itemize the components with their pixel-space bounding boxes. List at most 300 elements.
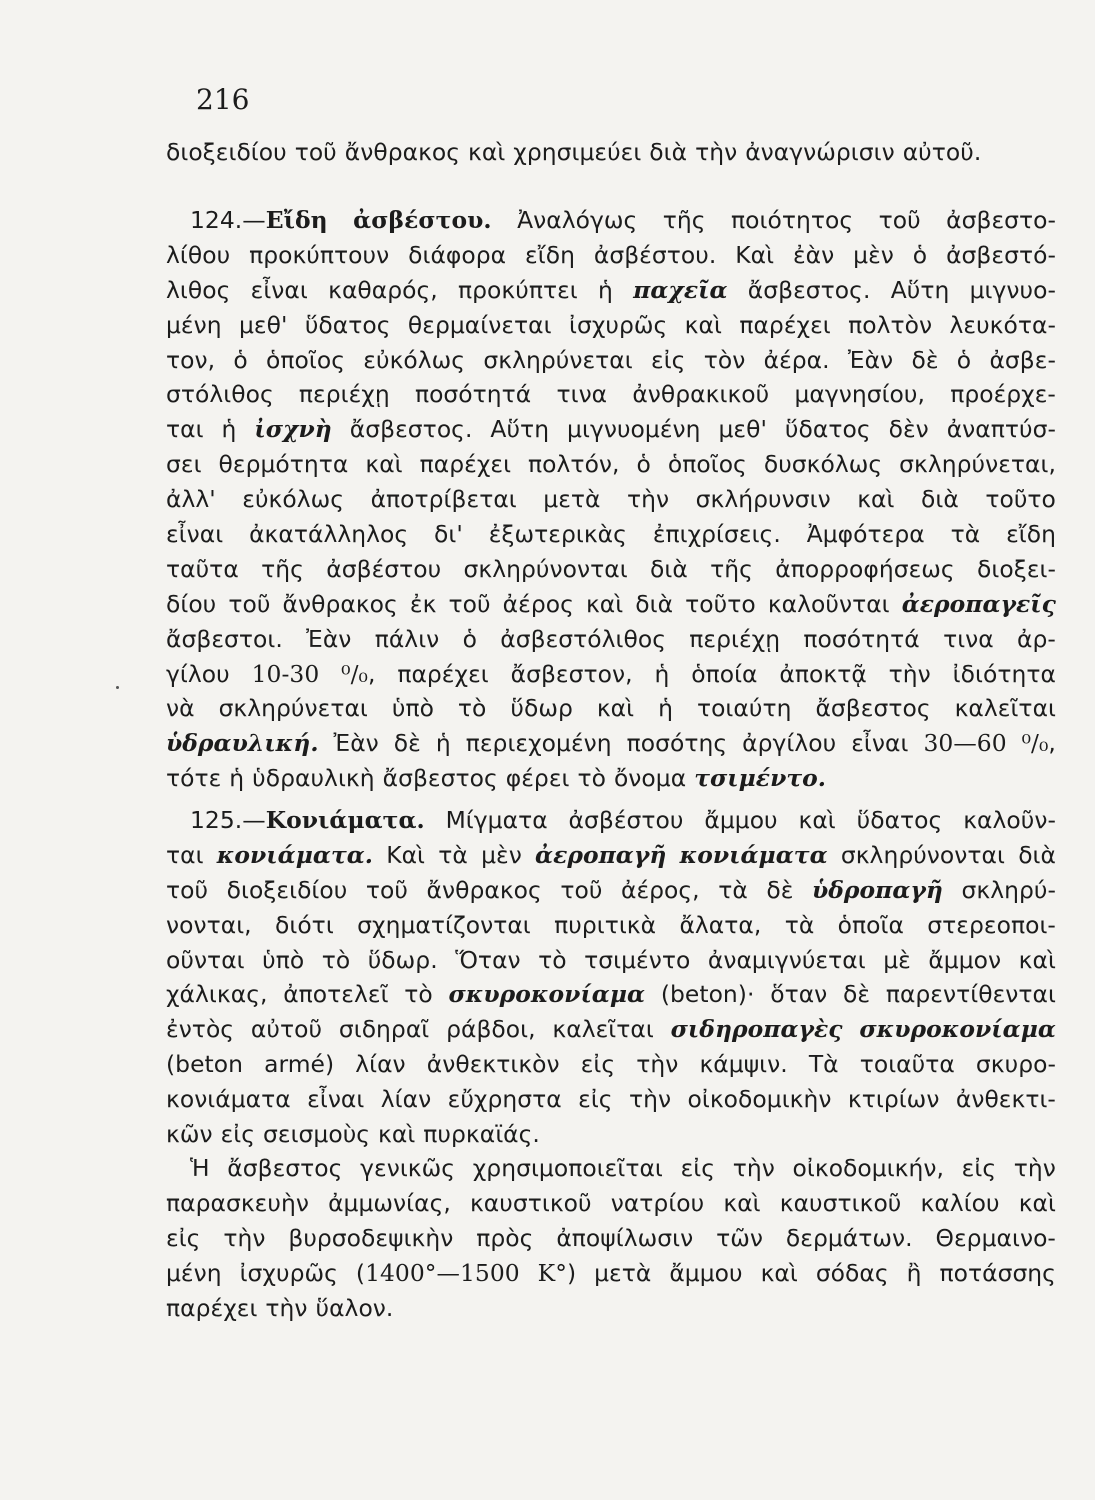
text-segment: μιγνυομένη [567, 415, 701, 444]
text-line [166, 1151, 1056, 1186]
text-segment: χρησιμοποιεῖται [472, 1154, 663, 1182]
text-segment: ποιότητος [731, 206, 854, 234]
text-segment: ἀέρος [502, 589, 574, 618]
emphasized-term: σιδηροπαγὲς [670, 1015, 843, 1044]
text-segment: μένη [166, 1258, 222, 1287]
text-segment: τοιαύτη [696, 694, 792, 723]
text-segment: τὰ [438, 840, 468, 869]
text-segment: καὶ [857, 485, 895, 514]
emphasized-term: ὑδραυλική. [166, 729, 319, 758]
text-segment: 1400°—1500 [365, 1258, 520, 1287]
text-segment: προέρχε- [950, 380, 1056, 409]
text-segment: παρέχει [419, 450, 512, 479]
text-segment: ὁ [636, 450, 651, 479]
text-segment: ἄσβεστοι. [166, 624, 283, 653]
text-segment: 124.— [190, 206, 266, 234]
text-segment: ὕδατος [784, 415, 871, 444]
text-segment: ποσότης [626, 729, 728, 758]
section-heading: Εἴδη [265, 206, 328, 234]
text-segment: γενικῶς [360, 1154, 456, 1182]
text-segment: 10-30 [251, 659, 320, 688]
text-segment: σιδηραῖ [338, 1015, 430, 1044]
text-segment: Ὅταν [455, 945, 521, 974]
text-segment: λίαν [355, 1050, 406, 1079]
text-segment: δίου [166, 589, 217, 618]
text-segment: ὕδατος [856, 806, 943, 834]
text-segment: διὰ [635, 589, 674, 618]
text-segment: πρὸς [476, 1223, 534, 1252]
text-segment: ἀνθεκτι- [955, 1085, 1056, 1114]
text-segment: πολτὸν [848, 310, 933, 339]
text-segment: ἀσβέστου [568, 806, 684, 834]
text-segment: ἀποψίλωσιν [556, 1223, 694, 1252]
emphasized-term: ὑδροπαγῆ [811, 875, 943, 904]
text-segment: ⁰/₀ [341, 659, 368, 688]
text-segment: K° [537, 1258, 567, 1287]
text-segment: τὴν [1013, 1154, 1056, 1182]
text-segment: διοξει- [977, 554, 1056, 583]
text-segment: μεθ' [718, 415, 767, 444]
text-line [166, 1047, 1056, 1082]
text-line [166, 517, 1056, 552]
emphasized-term: ἀεροπαγῆ [535, 840, 667, 869]
text-segment: τὸ [538, 945, 567, 974]
text-line [166, 1256, 1056, 1291]
text-segment: Ἐὰν [847, 345, 894, 374]
text-segment: τινα [943, 624, 994, 653]
text-segment: ⁰/₀ [1021, 729, 1049, 758]
text-line [166, 1291, 1056, 1326]
text-segment: τοῦ [878, 206, 921, 234]
text-segment: διὰ [650, 554, 688, 583]
text-segment: εἰς [580, 1050, 616, 1079]
emphasized-term: σκυροκονίαμα [448, 980, 646, 1009]
text-segment: ἀλλ' [166, 485, 216, 514]
text-segment: σόδας [815, 1258, 889, 1287]
text-segment: εὐκόλως [363, 345, 466, 374]
text-segment: ὕδωρ. [367, 945, 438, 974]
text-segment: καυστικοῦ [779, 1188, 902, 1217]
text-segment: νονται, [166, 910, 252, 939]
text-segment: ὅταν [770, 980, 828, 1009]
text-segment: τοῦ [166, 875, 209, 904]
text-segment: σκληρύνονται [463, 554, 628, 583]
text-segment: ( [355, 1258, 366, 1287]
section-heading: ἀσβέστου. [353, 206, 492, 234]
text-line [166, 1012, 1056, 1047]
text-segment: ἀποτελεῖ [283, 980, 389, 1009]
text-segment: περιεχομένη [465, 729, 612, 758]
text-segment: εἰς [578, 1085, 613, 1114]
text-segment: Καὶ [735, 240, 775, 269]
text-segment: τῆς [662, 206, 706, 234]
text-segment: σκληρύνεται [218, 694, 368, 723]
text-segment: τὰ [718, 875, 748, 904]
text-segment: σκληρύνεται, [899, 450, 1056, 479]
text-segment: μὲ [883, 945, 911, 974]
text-segment: τὴν [636, 1050, 679, 1079]
emphasized-term: σκυροκονίαμα [859, 1015, 1056, 1044]
text-segment: ἄνθρακος [282, 589, 398, 618]
text-segment: καλεῖται [552, 1015, 654, 1044]
text-segment: ὕδατος [304, 310, 391, 339]
text-segment: μετὰ [594, 1258, 652, 1287]
text-line [166, 238, 1056, 273]
text-segment: τὴν [627, 485, 670, 514]
text-segment: θερμότητα [218, 450, 349, 479]
text-segment: ποσότητά [803, 624, 920, 653]
text-line [166, 622, 1056, 657]
text-segment: ὁ [233, 345, 248, 374]
emphasized-term: τσιμέντο. [694, 764, 826, 793]
text-segment: καὶ [365, 450, 403, 479]
text-segment: τοῦτο [685, 589, 756, 618]
text-segment: ἡ [658, 694, 673, 723]
text-segment: ἄσβεστος. [349, 415, 473, 444]
text-segment: διοξειδίου [226, 875, 348, 904]
text-segment: εἰς [166, 1223, 201, 1252]
text-line [166, 838, 1056, 873]
text-segment: δὲ [766, 875, 794, 904]
text-segment: ὑπὸ [262, 945, 305, 974]
text-segment: Καὶ [386, 840, 426, 869]
text-line [166, 135, 1056, 170]
text-segment: τῶν [716, 1223, 764, 1252]
text-segment: στόλιθος [166, 380, 274, 409]
text-segment: ἡ [221, 415, 237, 444]
text-segment: Ἀναλόγως [517, 206, 638, 234]
text-segment: πάλιν [374, 624, 440, 653]
text-segment: ἀσβε- [989, 345, 1056, 374]
text-segment: χάλικας, [166, 980, 268, 1009]
text-segment: ὁποῖα [837, 910, 904, 939]
text-segment: περιέχῃ [689, 624, 781, 653]
text-segment: τοῦτο [985, 485, 1056, 514]
text-segment: δι' [434, 520, 463, 549]
text-segment: ἄνθρακος [426, 875, 542, 904]
text-segment: Ἀμφότερα [806, 520, 925, 549]
text-segment: ἀσβέστου. [593, 240, 717, 269]
text-segment: μὲν [481, 840, 522, 869]
text-line [166, 1117, 1056, 1152]
text-segment: στερεοποι- [927, 910, 1056, 939]
text-segment: καυστικοῦ [469, 1188, 592, 1217]
text-segment: τινα [556, 380, 608, 409]
text-segment: ἢ [906, 1258, 922, 1287]
text-segment: δὲ [393, 729, 421, 758]
emphasized-term: κονιάματα. [216, 840, 373, 869]
text-segment: αὐτοῦ [250, 1015, 323, 1044]
text-segment: ἀνθεκτικὸν [426, 1050, 560, 1079]
text-segment: ὁ [956, 345, 972, 374]
text-line [166, 447, 1056, 482]
text-segment: μένη [166, 310, 222, 339]
text-segment: καὶ [1018, 1188, 1056, 1217]
text-segment: λιθος [166, 275, 231, 304]
text-segment: νατρίου [610, 1188, 705, 1217]
text-line [166, 343, 1056, 378]
text-segment: ἄσβεστος [227, 1154, 343, 1182]
paragraph-intro [166, 135, 1056, 170]
text-line [166, 691, 1056, 726]
text-segment: ὕδωρ [510, 694, 573, 723]
text-segment: τὸ [457, 694, 487, 723]
text-segment: θερμαίνεται [407, 310, 552, 339]
text-segment: τὸν [703, 345, 746, 374]
text-line [166, 1186, 1056, 1221]
text-segment: τὰ [784, 910, 815, 939]
text-segment: καὶ [684, 310, 722, 339]
text-segment: ἐκ [409, 589, 437, 618]
text-segment: ταῦτα [166, 554, 239, 583]
print-speck-mark [116, 686, 119, 689]
text-segment: νὰ [166, 694, 195, 723]
text-segment: πυριτικὰ [554, 910, 657, 939]
text-segment: τὴν [628, 1085, 672, 1114]
text-segment: τῆς [710, 554, 753, 583]
text-segment: δυσκόλως [763, 450, 883, 479]
text-segment: σκλήρυνσιν [695, 485, 831, 514]
text-segment: τὰ [950, 520, 981, 549]
text-line [166, 1082, 1056, 1117]
text-line [166, 873, 1056, 908]
section-heading: Κονιάματα. [265, 806, 425, 834]
text-segment: ἄμμου [704, 806, 778, 834]
text-segment: ἄσβεστος. [747, 275, 871, 304]
text-segment: τότε ἡ ὑδραυλικὴ ἄσβεστος φέρει τὸ ὄνομα [166, 764, 695, 793]
text-segment: εἶναι [250, 275, 308, 304]
emphasized-term: ἰσχνὴ [254, 415, 332, 444]
text-segment: σκυρο- [975, 1050, 1056, 1079]
text-line [166, 273, 1056, 308]
text-segment: ἀνθρακικοῦ [632, 380, 770, 409]
text-segment: τὸ [404, 980, 433, 1009]
text-segment: Ἐὰν [333, 729, 379, 758]
text-segment: πολτόν, [528, 450, 620, 479]
text-segment: 125.— [190, 806, 266, 834]
text-segment: Μίγματα [445, 806, 548, 834]
text-segment: οἰκοδομικήν, [792, 1154, 944, 1182]
text-segment: , [1048, 729, 1056, 758]
text-line [166, 203, 1056, 238]
text-segment: ἐξωτερικὰς [488, 520, 627, 549]
text-segment: καλίου [920, 1188, 1000, 1217]
text-segment: εἰς [651, 345, 686, 374]
text-segment: δὲ [911, 345, 939, 374]
text-segment: οῦνται [166, 945, 245, 974]
text-segment: μετὰ [543, 485, 601, 514]
text-segment: καθαρός, [328, 275, 438, 304]
text-segment: ἀσβεστόλιθος [500, 624, 666, 653]
text-segment: τοῦ [365, 875, 408, 904]
text-segment: προκύπτουν [249, 240, 390, 269]
text-segment: καλοῦνται [767, 589, 890, 618]
text-segment: τοῦ [448, 589, 491, 618]
text-segment: εὔχρηστα [447, 1085, 562, 1114]
text-segment: ἐπιχρίσεις. [652, 520, 781, 549]
text-segment: armé) [264, 1050, 335, 1079]
text-segment: Θερμαινο- [935, 1223, 1056, 1252]
text-line [166, 587, 1056, 622]
text-line [166, 908, 1056, 943]
text-line [166, 943, 1056, 978]
text-segment: τοιαῦτα [859, 1050, 955, 1079]
text-segment: Αὕτη [490, 415, 550, 444]
text-segment: οἰκοδομικὴν [687, 1085, 832, 1114]
text-segment: μεθ' [239, 310, 288, 339]
text-segment: εἶναι [307, 1085, 365, 1114]
text-segment: ἰσχυρῶς [568, 310, 668, 339]
text-segment: καὶ [723, 1188, 761, 1217]
text-segment: ἀναπτύσ- [946, 415, 1056, 444]
text-segment: λευκότα- [949, 310, 1056, 339]
text-segment: ποσότητά [414, 380, 532, 409]
text-segment: σει [166, 450, 202, 479]
text-segment: ἄλατα, [679, 910, 762, 939]
text-segment: λίαν [380, 1085, 432, 1114]
text-segment: τοῦ [228, 589, 271, 618]
text-segment: καὶ [798, 806, 836, 834]
text-segment: εἶναι [166, 520, 224, 549]
text-segment: σκληρύ- [961, 875, 1056, 904]
text-segment: τσιμέντο [584, 945, 691, 974]
text-segment: ται [166, 840, 204, 869]
text-segment: ται [166, 415, 204, 444]
text-segment: δερμάτων. [785, 1223, 913, 1252]
text-segment: ἀκατάλληλος [249, 520, 409, 549]
text-segment: ράβδοι, [446, 1015, 536, 1044]
text-segment: ἀργίλου [742, 729, 837, 758]
text-segment: σχηματίζονται [357, 910, 531, 939]
paragraph-mortars [166, 803, 1056, 1152]
text-segment: ἀσβεστό- [946, 240, 1056, 269]
text-segment: ἄμμον [928, 945, 1002, 974]
text-line [166, 657, 1056, 692]
text-segment: καὶ [1018, 945, 1056, 974]
text-segment: τὴν [888, 659, 931, 688]
text-segment: ἐντὸς [166, 1015, 235, 1044]
text-segment: μαγνησίου, [794, 380, 925, 409]
text-segment: καὶ [585, 589, 624, 618]
text-segment: παρασκευὴν [166, 1188, 309, 1217]
text-segment: βυρσοδεψικὴν [288, 1223, 454, 1252]
text-segment: ὁποία [691, 659, 758, 688]
text-line [166, 552, 1056, 587]
text-segment: , [367, 659, 376, 688]
text-segment: Τὰ [808, 1050, 839, 1079]
text-segment: κάμψιν. [699, 1050, 788, 1079]
text-segment: διὰ [1018, 840, 1056, 869]
text-segment: κῶν εἰς σεισμοὺς καὶ πυρκαϊάς. [166, 1120, 540, 1149]
text-segment: τὸ [321, 945, 351, 974]
text-segment: δὲ [843, 980, 871, 1009]
text-segment: τον, [166, 345, 216, 374]
text-segment: ἀναμιγνύεται [707, 945, 866, 974]
text-segment: ἀποκτᾷ [779, 659, 867, 688]
text-segment: λίθου [166, 240, 231, 269]
text-segment: παρεντίθενται [885, 980, 1056, 1009]
text-segment: παρέχει [397, 659, 489, 688]
paragraph-lime-types [166, 203, 1056, 796]
text-segment: κονιάματα [166, 1085, 291, 1114]
text-segment: (beton)· [660, 980, 755, 1009]
text-segment: (beton [166, 1050, 243, 1079]
text-segment: ὁποῖος [266, 345, 346, 374]
text-line [166, 308, 1056, 343]
text-segment: ἀσβεστο- [946, 206, 1056, 234]
emphasized-term: ἀεροπαγεῖς [901, 589, 1056, 618]
text-segment: γίλου [166, 659, 230, 688]
text-segment: ἀσβέστου [326, 554, 442, 583]
text-segment: ἐὰν [792, 240, 835, 269]
text-line [166, 977, 1056, 1012]
text-segment: τοῦ [560, 875, 603, 904]
paragraph-lime-uses [166, 1151, 1056, 1325]
text-segment: τῆς [261, 554, 304, 583]
text-segment: εὐκόλως [242, 485, 345, 514]
text-segment: διὰ [921, 485, 959, 514]
text-segment: περιέχῃ [298, 380, 390, 409]
text-segment: ἡ [654, 659, 670, 688]
text-line [166, 1221, 1056, 1256]
text-segment: διότι [275, 910, 334, 939]
text-segment: εἴδη [525, 240, 575, 269]
text-segment: σκληρύνεται [483, 345, 633, 374]
text-segment: ἄσβεστον, [510, 659, 633, 688]
text-segment: ὁ [912, 240, 928, 269]
text-segment: ἡ [435, 729, 451, 758]
text-segment: ἰσχυρῶς [239, 1258, 338, 1287]
emphasized-term: παχεῖα [633, 275, 728, 304]
text-segment: ὁποῖος [667, 450, 747, 479]
text-line [166, 803, 1056, 838]
text-segment: μιγνυο- [969, 275, 1056, 304]
text-segment: καὶ [760, 1258, 798, 1287]
text-line [166, 726, 1056, 761]
text-segment: κτιρίων [847, 1085, 940, 1114]
text-segment: προκύπτει [458, 275, 578, 304]
text-segment: ἀέρα. [763, 345, 830, 374]
text-segment: καλοῦν- [963, 806, 1056, 834]
text-segment: ἀρ- [1017, 624, 1056, 653]
text-segment: ἀμμωνίας, [328, 1188, 451, 1217]
text-segment: Αὕτη [890, 275, 950, 304]
text-segment: ἀποτρίβεται [370, 485, 517, 514]
text-segment: εἴδη [1006, 520, 1056, 549]
text-segment: ἀπορροφήσεως [775, 554, 955, 583]
text-line [166, 412, 1056, 447]
text-segment: ἀέρος, [620, 875, 700, 904]
text-line [166, 761, 1056, 796]
text-segment: καλεῖται [954, 694, 1056, 723]
text-segment: Ἡ [190, 1154, 210, 1182]
text-segment: σκληρύνονται [840, 840, 1005, 869]
text-segment: διάφορα [408, 240, 507, 269]
text-line [166, 482, 1056, 517]
text-segment: Ἐὰν [306, 624, 352, 653]
text-segment: ἄμμου [669, 1258, 743, 1287]
text-segment: ὁ [462, 624, 477, 653]
text-segment: εἶναι [851, 729, 909, 758]
text-segment: τὴν [223, 1223, 266, 1252]
text-segment: παρέχει τὴν ὕαλον. [166, 1293, 394, 1322]
text-segment: ) [566, 1258, 577, 1287]
text-segment: διοξειδίου τοῦ ἄνθρακος καὶ χρησιμεύει διὰ τὴν ἀναγνώρισιν αὐτοῦ. [166, 138, 982, 166]
text-segment: ἰδιότητα [952, 659, 1056, 688]
text-segment: ὑπὸ [391, 694, 434, 723]
text-segment: δὲν [888, 415, 929, 444]
text-segment: 30—60 [923, 729, 1007, 758]
